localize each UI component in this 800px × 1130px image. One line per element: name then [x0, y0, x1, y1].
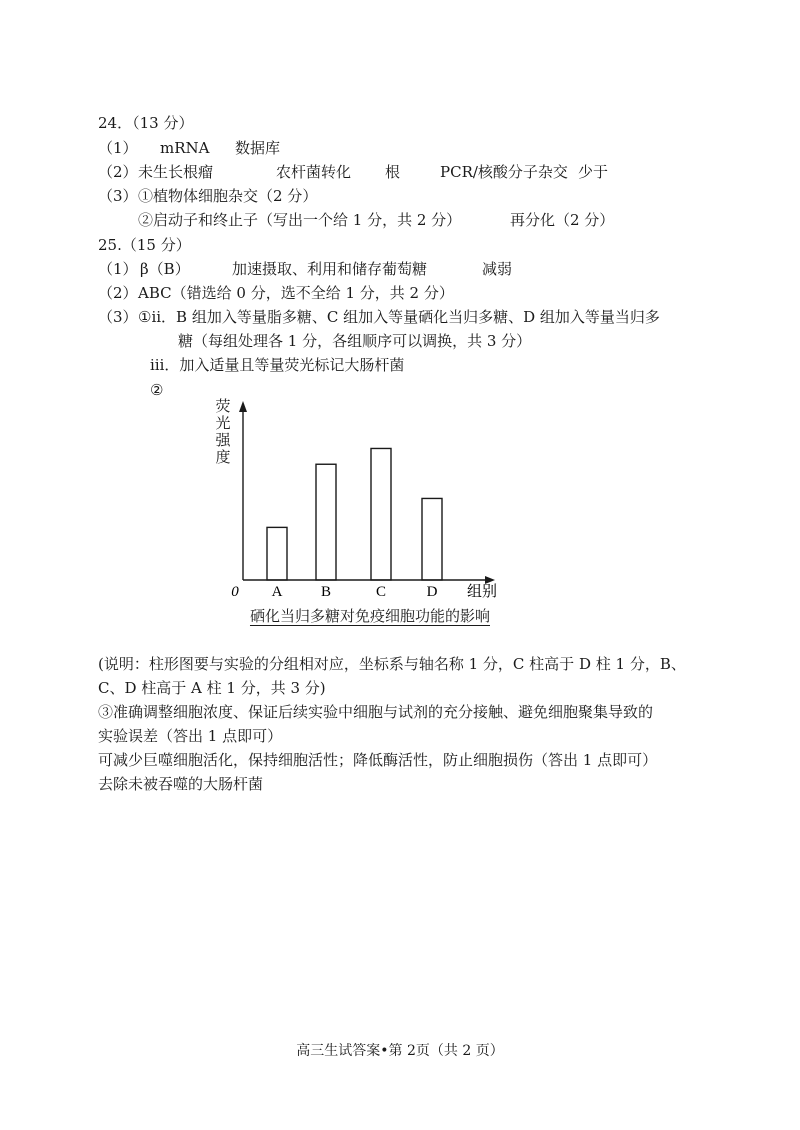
bar-D	[422, 498, 442, 580]
answer-text: 未生长根瘤	[138, 163, 214, 181]
part-number: （1）	[98, 139, 138, 157]
bar-chart	[205, 395, 505, 605]
answer-text: 加速摄取、利用和储存葡萄糖	[232, 260, 428, 278]
q24-header: 24．（13 分）	[98, 114, 194, 132]
page-footer: 高三生试答案•第 2页（共 2 页）	[296, 1043, 504, 1059]
x-tick-label-D: D	[426, 584, 438, 600]
answer-text: 再分化（2 分）	[510, 211, 615, 229]
q25-part1	[98, 259, 578, 279]
q24-part3	[98, 186, 498, 206]
q25-part2	[98, 283, 518, 303]
y-axis-arrow-icon	[239, 401, 247, 412]
part-number: （3）	[98, 187, 138, 205]
answer-text: 根	[385, 163, 401, 181]
part-number: （3）	[98, 308, 138, 326]
answer-text: 数据库	[235, 139, 281, 157]
answer-text: 少于	[578, 163, 609, 181]
q24-part1	[98, 138, 698, 158]
part-number: （2）	[98, 284, 138, 302]
y-axis-label: 荧光强度	[215, 397, 231, 466]
x-axis-label: 组别	[467, 582, 498, 600]
chart-bars	[267, 448, 442, 580]
answer-text: ①ⅱ．B 组加入等量脂多糖、C 组加入等量硒化当归多糖、D 组加入等量当归多	[138, 308, 660, 326]
bar-B	[316, 464, 336, 580]
answer-text: mRNA	[160, 139, 210, 157]
answer-text: 可减少巨噬细胞活化，保持细胞活性；降低酶活性，防止细胞损伤（答出 1 点即可）	[98, 751, 658, 769]
q25-header: 25.（15 分）	[98, 236, 191, 254]
x-tick-label-B: B	[320, 584, 332, 600]
part-number: （2）	[98, 163, 138, 181]
answer-text: 去除未被吞噬的大肠杆菌	[98, 775, 264, 793]
answer-text: PCR/核酸分子杂交	[440, 163, 568, 181]
answer-text: ③准确调整细胞浓度、保证后续实验中细胞与试剂的充分接触、避免细胞聚集导致的	[98, 703, 654, 721]
bar-C	[371, 448, 391, 580]
answer-text: 农杆菌转化	[276, 163, 352, 181]
answer-text: 糖（每组处理各 1 分，各组顺序可以调换，共 3 分）	[178, 332, 532, 350]
q24-part3-line2	[138, 210, 658, 230]
chart-title: 硒化当归多糖对免疫细胞功能的影响	[249, 607, 490, 625]
answer-text: ②启动子和终止子（写出一个给 1 分，共 2 分）	[138, 211, 462, 229]
answer-text: ①植物体细胞杂交（2 分）	[138, 187, 318, 205]
note-text: (说明：柱形图要与实验的分组相对应，坐标系与轴名称 1 分，C 柱高于 D 柱 1 分，B、	[98, 655, 686, 673]
answer-text: 实验误差（答出 1 点即可）	[98, 727, 283, 745]
x-tick-label-C: C	[375, 584, 387, 600]
note-text: C、D 柱高于 A 柱 1 分，共 3 分)	[98, 679, 326, 697]
part-number: （1）	[98, 260, 138, 278]
answer-text: ⅲ．加入适量且等量荧光标记大肠杆菌	[150, 356, 405, 374]
q24-part2	[98, 162, 718, 182]
q25-part3	[98, 307, 718, 327]
origin-label: 0	[231, 584, 239, 600]
answer-text: 减弱	[482, 260, 513, 278]
circled-number: ②	[150, 381, 164, 399]
x-tick-label-A: A	[271, 584, 283, 600]
answer-text: β（B）	[140, 260, 190, 278]
bar-A	[267, 527, 287, 580]
answer-text: ABC（错选给 0 分，选不全给 1 分，共 2 分）	[138, 284, 454, 302]
chart-tick-labels	[272, 584, 438, 600]
